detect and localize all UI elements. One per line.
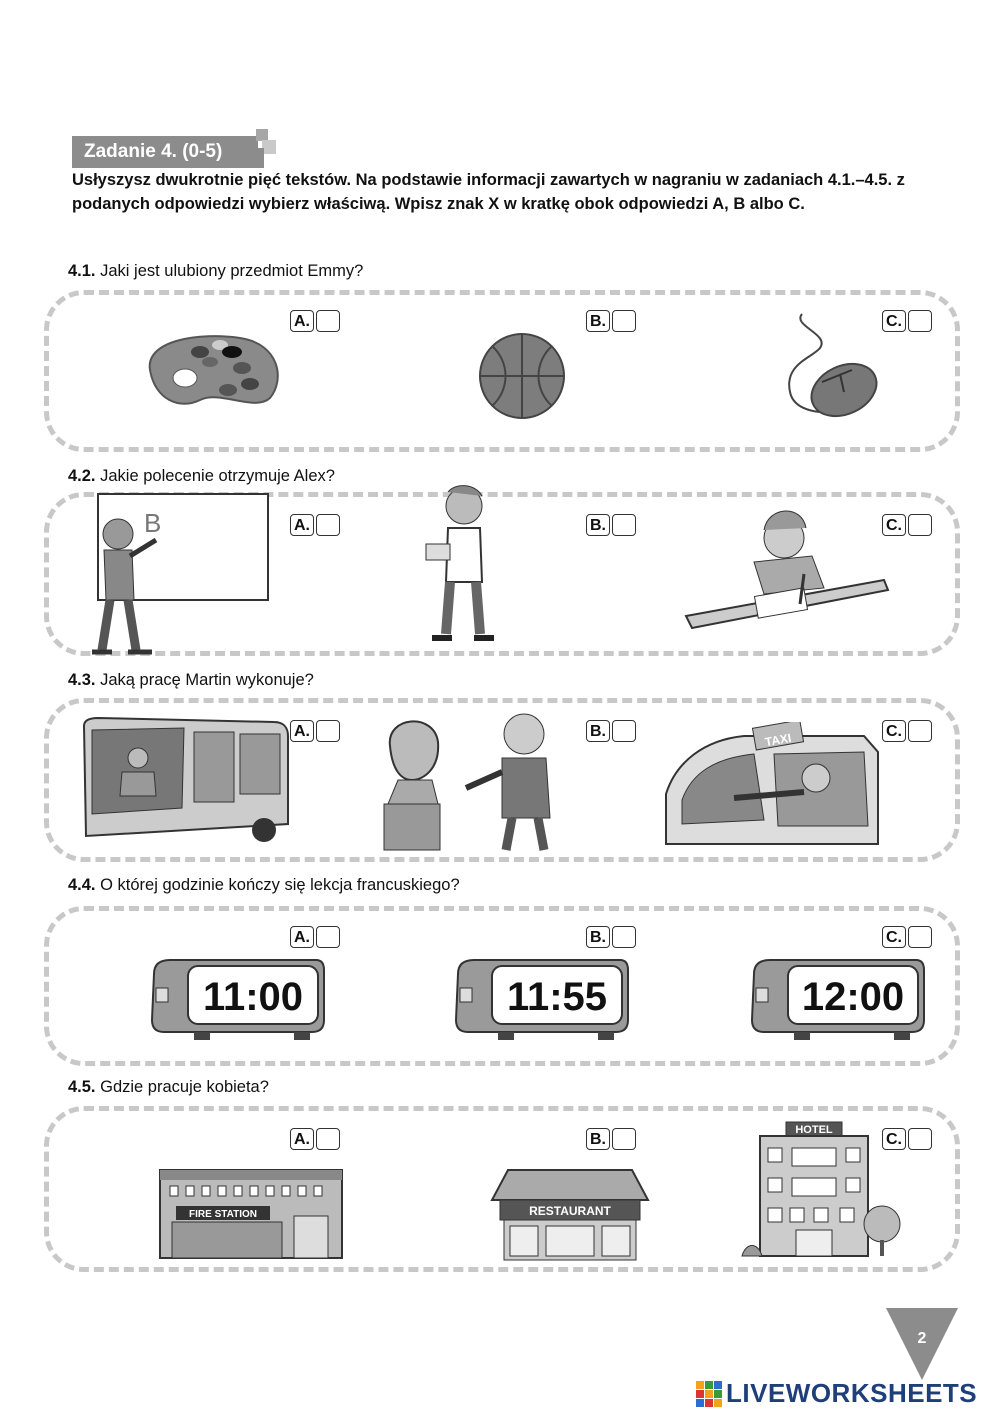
hotel-building-icon [740, 1118, 904, 1260]
question-number: 4.4. [68, 876, 96, 894]
question-text: Jakie polecenie otrzymuje Alex? [100, 467, 335, 485]
option-b-4-4 [586, 926, 636, 948]
answer-checkbox-4-1-a[interactable] [316, 310, 340, 332]
title-decoration [256, 148, 264, 168]
paint-palette-icon [140, 330, 285, 412]
answer-checkbox-4-3-a[interactable] [316, 720, 340, 742]
question-number: 4.5. [68, 1078, 96, 1096]
option-letter: A. [290, 926, 314, 948]
answer-checkbox-4-3-c[interactable] [908, 720, 932, 742]
question-4-1 [68, 262, 363, 281]
option-c-4-3 [882, 720, 932, 742]
answer-checkbox-4-3-b[interactable] [612, 720, 636, 742]
question-number: 4.3. [68, 671, 96, 689]
taxi-driver-illustration [664, 722, 882, 850]
museum-guide-illustration [378, 706, 562, 854]
boy-writing-on-board-illustration [84, 492, 274, 658]
digital-clock-icon-c [744, 956, 926, 1042]
question-number: 4.1. [68, 262, 96, 280]
clock-time-a: 11:00 [202, 975, 304, 1019]
option-a-4-2 [290, 514, 340, 536]
question-text: Jaką pracę Martin wykonuje? [100, 671, 314, 689]
question-text: Gdzie pracuje kobieta? [100, 1078, 269, 1096]
page-number: 2 [917, 1330, 927, 1347]
option-b-4-3 [586, 720, 636, 742]
option-letter: C. [882, 310, 906, 332]
digital-clock-icon-a [144, 956, 326, 1042]
option-letter: B. [586, 1128, 610, 1150]
option-a-4-1 [290, 310, 340, 332]
answer-checkbox-4-5-c[interactable] [908, 1128, 932, 1150]
clock-time-b: 11:55 [506, 975, 608, 1019]
option-c-4-4 [882, 926, 932, 948]
option-b-4-5 [586, 1128, 636, 1150]
task-title: Zadanie 4. (0-5) [72, 136, 258, 168]
option-letter: C. [882, 1128, 906, 1150]
taxi-sign: TAXI [763, 730, 793, 750]
fire-station-building-icon [158, 1168, 344, 1260]
task-instructions: Usłyszysz dwukrotnie pięć tekstów. Na podstawie informacji zawartych w nagraniu w zadaniach 4.1.–4.5. z podanych odpowiedzi wybierz właściwą. Wpisz znak X w kratkę obok odpowiedzi A, B albo C. [72, 171, 905, 213]
digital-clock-icon-b [448, 956, 630, 1042]
brand-name: LIVEWORKSHEETS [726, 1378, 978, 1408]
answer-checkbox-4-4-a[interactable] [316, 926, 340, 948]
option-letter: B. [586, 310, 610, 332]
hotel-sign: HOTEL [795, 1124, 833, 1136]
answer-checkbox-4-4-b[interactable] [612, 926, 636, 948]
title-decoration [262, 140, 276, 154]
question-4-2 [68, 467, 335, 486]
restaurant-sign: RESTAURANT [529, 1204, 611, 1218]
option-letter: B. [586, 514, 610, 536]
option-letter: C. [882, 720, 906, 742]
answer-checkbox-4-2-a[interactable] [316, 514, 340, 536]
question-text: O której godzinie kończy się lekcja francuskiego? [100, 876, 460, 894]
option-c-4-1 [882, 310, 932, 332]
boy-writing-at-desk-illustration [684, 504, 890, 632]
answer-checkbox-4-2-b[interactable] [612, 514, 636, 536]
answer-checkbox-4-5-a[interactable] [316, 1128, 340, 1150]
option-letter: A. [290, 720, 314, 742]
option-letter: B. [586, 926, 610, 948]
answer-checkbox-4-2-c[interactable] [908, 514, 932, 536]
answer-checkbox-4-5-b[interactable] [612, 1128, 636, 1150]
liveworksheets-logo [696, 1378, 977, 1409]
answer-checkbox-4-1-c[interactable] [908, 310, 932, 332]
option-letter: A. [290, 310, 314, 332]
answer-checkbox-4-1-b[interactable] [612, 310, 636, 332]
option-a-4-3 [290, 720, 340, 742]
option-letter: C. [882, 926, 906, 948]
option-letter: A. [290, 514, 314, 536]
clock-time-c: 12:00 [801, 975, 905, 1019]
option-a-4-5 [290, 1128, 340, 1150]
answer-checkbox-4-4-c[interactable] [908, 926, 932, 948]
fire-station-sign: FIRE STATION [189, 1209, 257, 1220]
option-b-4-1 [586, 310, 636, 332]
question-4-5 [68, 1078, 269, 1097]
question-text: Jaki jest ulubiony przedmiot Emmy? [100, 262, 364, 280]
board-letter: B [144, 508, 162, 538]
option-letter: B. [586, 720, 610, 742]
computer-mouse-icon [782, 312, 882, 420]
question-4-3 [68, 671, 314, 690]
question-number: 4.2. [68, 467, 96, 485]
basketball-icon [476, 332, 568, 420]
restaurant-building-icon [490, 1168, 650, 1262]
bus-driver-illustration [78, 716, 292, 846]
question-4-4 [68, 876, 460, 895]
option-letter: C. [882, 514, 906, 536]
boy-reading-book-illustration [420, 484, 500, 646]
liveworksheets-logo-icon [696, 1381, 722, 1407]
option-b-4-2 [586, 514, 636, 536]
option-letter: A. [290, 1128, 314, 1150]
option-a-4-4 [290, 926, 340, 948]
